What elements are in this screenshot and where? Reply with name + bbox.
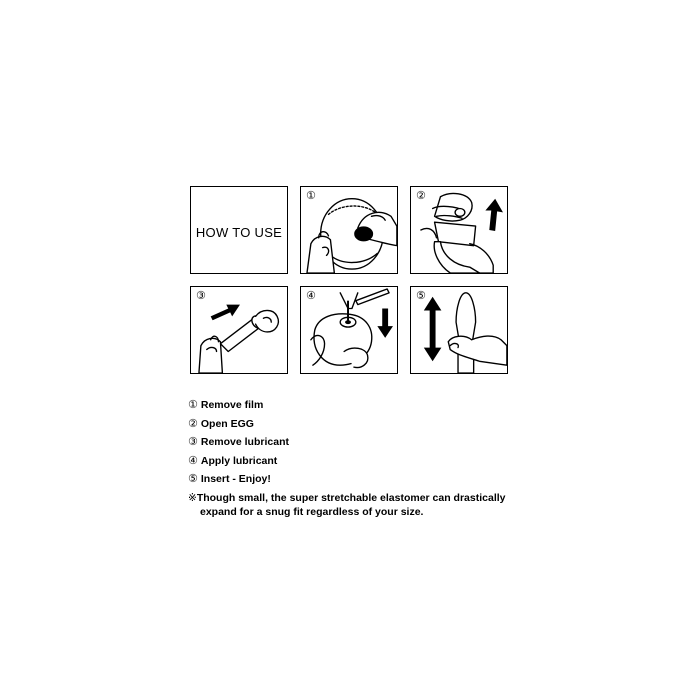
step-number: ⑤ xyxy=(188,472,198,485)
step-5-panel xyxy=(410,286,508,374)
list-item xyxy=(188,415,528,434)
step-5-number: ⑤ xyxy=(416,289,426,302)
list-item xyxy=(188,433,528,452)
note-line-2: expand for a snug fit regardless of your size. xyxy=(200,505,424,518)
step-text: Open EGG xyxy=(200,417,254,430)
size-note xyxy=(188,491,528,519)
list-item xyxy=(188,452,528,471)
step-number: ③ xyxy=(188,435,198,448)
step-1-panel xyxy=(300,186,398,274)
step-number: ② xyxy=(188,416,198,430)
how-to-use-panel xyxy=(190,186,288,274)
step-number: ① xyxy=(188,398,198,411)
step-text: Remove lubricant xyxy=(200,436,289,448)
step-1-number: ① xyxy=(306,189,316,202)
step-text: Insert - Enjoy! xyxy=(200,473,271,485)
step-text: Remove film xyxy=(200,399,264,411)
note-mark: ※ xyxy=(188,491,197,504)
list-item xyxy=(188,396,528,415)
step-3-number: ③ xyxy=(196,289,206,302)
list-item xyxy=(188,470,528,489)
step-4-number: ④ xyxy=(306,289,316,302)
step-number: ④ xyxy=(188,453,198,467)
step-3-panel xyxy=(190,286,288,374)
step-4-panel xyxy=(300,286,398,374)
note-line-1: Though small, the super stretchable elastomer can drastically xyxy=(196,491,506,504)
step-text: Apply lubricant xyxy=(200,454,278,467)
step-2-panel xyxy=(410,186,508,274)
page-title: HOW TO USE xyxy=(195,225,283,240)
step-2-number: ② xyxy=(416,189,426,202)
steps-list xyxy=(188,396,528,519)
